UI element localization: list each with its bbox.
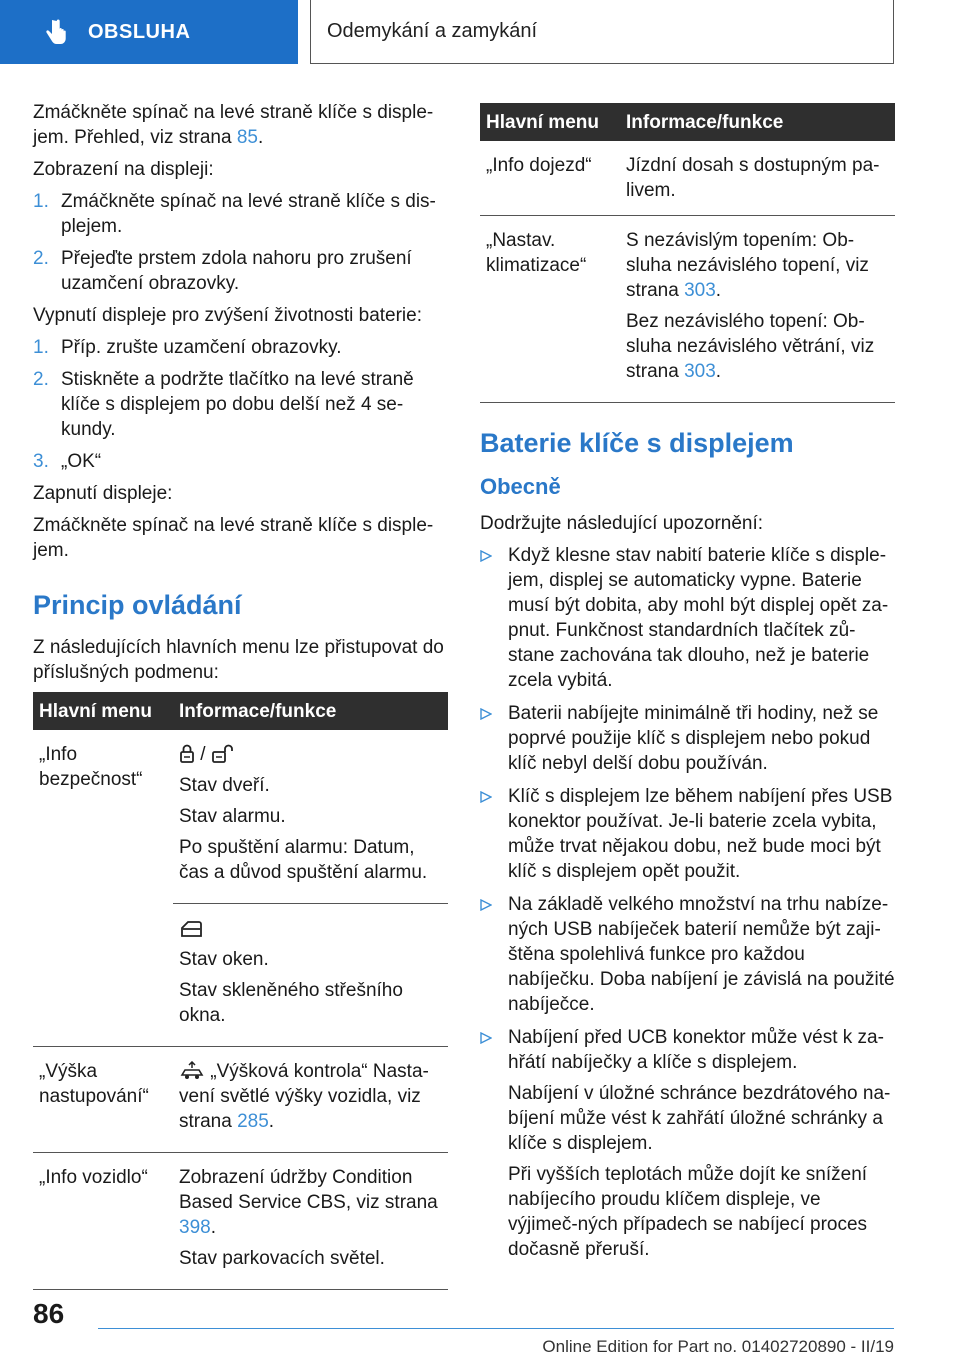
chapter-title: Odemykání a zamykání (327, 20, 538, 42)
steps-list-unlock (33, 189, 448, 296)
menu-cell: „Info bezpečnost“ (39, 744, 143, 790)
triangle-bullet-icon (480, 791, 492, 803)
section-tab (0, 0, 298, 64)
chapter-header (310, 0, 894, 64)
lock-open-icon (211, 744, 235, 764)
triangle-bullet-icon (480, 708, 492, 720)
table-row (33, 1153, 448, 1290)
menu-cell: „Výška nastupování“ (33, 1047, 173, 1153)
menu-cell: „Info dojezd“ (480, 141, 620, 216)
table-row (480, 216, 895, 403)
table-row (33, 730, 448, 904)
list-item: 1. Příp. zrušte uzamčení obrazovky. (33, 337, 342, 358)
table-header-menu: Hlavní menu (480, 103, 620, 141)
menu-cell: „Nastav. klimatizace“ (480, 216, 620, 403)
triangle-bullet-icon (480, 899, 492, 911)
menu-cell (33, 904, 173, 1047)
menu-table-left (33, 692, 448, 1290)
off-label: Vypnutí displeje pro zvýšení životnosti baterie: (33, 305, 422, 326)
page-link[interactable]: 303 (684, 361, 716, 382)
window-icon (179, 920, 203, 938)
intro-paragraph: Zmáčkněte spínač na levé straně klíče s disple-jem. Přehled, viz strana 85. (33, 102, 434, 148)
display-label: Zobrazení na displeji: (33, 159, 214, 180)
table-header-menu: Hlavní menu (33, 692, 173, 730)
section-title: OBSLUHA (88, 20, 191, 43)
page-link[interactable]: 85 (236, 127, 258, 148)
table-header-info: Informace/funkce (620, 103, 895, 141)
list-item: Baterii nabíjejte minimálně tři hodiny, než se poprvé použije klíč s displejem nebo pokud klíč nebyl delší dobu používán. (480, 701, 895, 776)
on-label: Zapnutí displeje: (33, 483, 173, 504)
triangle-bullet-icon (480, 550, 492, 562)
menu-table-right (480, 103, 895, 403)
heading-battery: Baterie klíče s displejem (480, 428, 794, 458)
info-cell: Zobrazení údržby Condition Based Service CBS, viz strana 398. Stav parkovacích světel. (173, 1153, 448, 1290)
triangle-bullet-icon (480, 1032, 492, 1044)
general-intro: Dodržujte následující upozornění: (480, 513, 764, 534)
info-cell: „Výšková kontrola“ Nasta-vení světlé výšky vozidla, viz strana 285. (173, 1047, 448, 1153)
left-column (33, 100, 448, 1290)
hand-pointer-icon (40, 16, 72, 48)
heading-principle: Princip ovládání (33, 590, 242, 620)
list-item: 2. Přejeďte prstem zdola nahoru pro zrušení uzamčení obrazovky. (33, 248, 412, 294)
principle-text: Z následujících hlavních menu lze přistupovat do příslušných podmenu: (33, 637, 444, 683)
table-row (33, 904, 448, 1047)
menu-cell: „Info vozidlo“ (33, 1153, 173, 1290)
right-column (480, 103, 895, 1270)
page-link[interactable]: 303 (684, 280, 716, 301)
list-item: Klíč s displejem lze během nabíjení přes USB konektor používat. Je-li baterie zcela vybita, může trvat nějakou dobu, než bude moci být klíč s displejem opět použit. (480, 784, 895, 884)
car-height-icon (179, 1061, 205, 1081)
list-item: Nabíjení před UCB konektor může vést k za-hřátí nabíječky a klíče s displejem. Nabíjení v úložné schránce bezdrátového na-bíjení může vést k zahřátí úložné schránky a klíče s displejem. Při vyšších teplotách může dojít ke snížení nabíjecího proudu klíčem displeje, ve výjimeč-ných případech se nabíjecí proces dočasně přeruší. (480, 1025, 895, 1262)
table-row (33, 1047, 448, 1153)
list-item: Na základě velkého množství na trhu nabíze-ných USB nabíječek baterií nemůže být zaji-štěna spolehlivá funkce pro každou nabíječku. Doba nabíjení je závislá na použité nabíječce. (480, 892, 895, 1017)
info-cell: S nezávislým topením: Ob-sluha nezávislého topení, viz strana 303. Bez nezávislého topení: Ob-sluha nezávislého větrání, viz strana 303. (620, 216, 895, 403)
list-item: Když klesne stav nabití baterie klíče s disple-jem, displej se automaticky vypne. Baterie musí být dobita, aby mohl být displej opět za-pnut. Funkčnost standardních tlačítek zů-stane zachována tak dlouho, než je baterie zcela vybitá. (480, 543, 895, 693)
footer-divider (98, 1328, 894, 1329)
list-item: 3. „OK“ (33, 451, 102, 472)
table-row (480, 141, 895, 216)
list-item: 2. Stiskněte a podržte tlačítko na levé straně klíče s displejem po dobu delší než 4 se-kundy. (33, 369, 414, 440)
page-link[interactable]: 285 (237, 1111, 269, 1132)
footer-edition: Online Edition for Part no. 01402720890 - II/19 (542, 1337, 894, 1356)
info-cell: Stav oken. Stav skleněného střešního okna. (173, 904, 448, 1047)
on-text: Zmáčkněte spínač na levé straně klíče s disple-jem. (33, 515, 434, 561)
info-cell: Jízdní dosah s dostupným pa-livem. (620, 141, 895, 216)
list-item: 1. Zmáčkněte spínač na levé straně klíče s dis-plejem. (33, 191, 436, 237)
page-link[interactable]: 398 (179, 1217, 211, 1238)
heading-general: Obecně (480, 474, 561, 499)
page-number: 86 (33, 1298, 65, 1329)
warning-list (480, 543, 895, 1262)
table-header-info: Informace/funkce (173, 692, 448, 730)
info-cell: / Stav dveří. Stav alarmu. Po spuštění alarmu: Datum, čas a důvod spuštění alarmu. (173, 730, 448, 904)
lock-closed-icon (179, 744, 195, 764)
steps-list-off (33, 335, 448, 474)
